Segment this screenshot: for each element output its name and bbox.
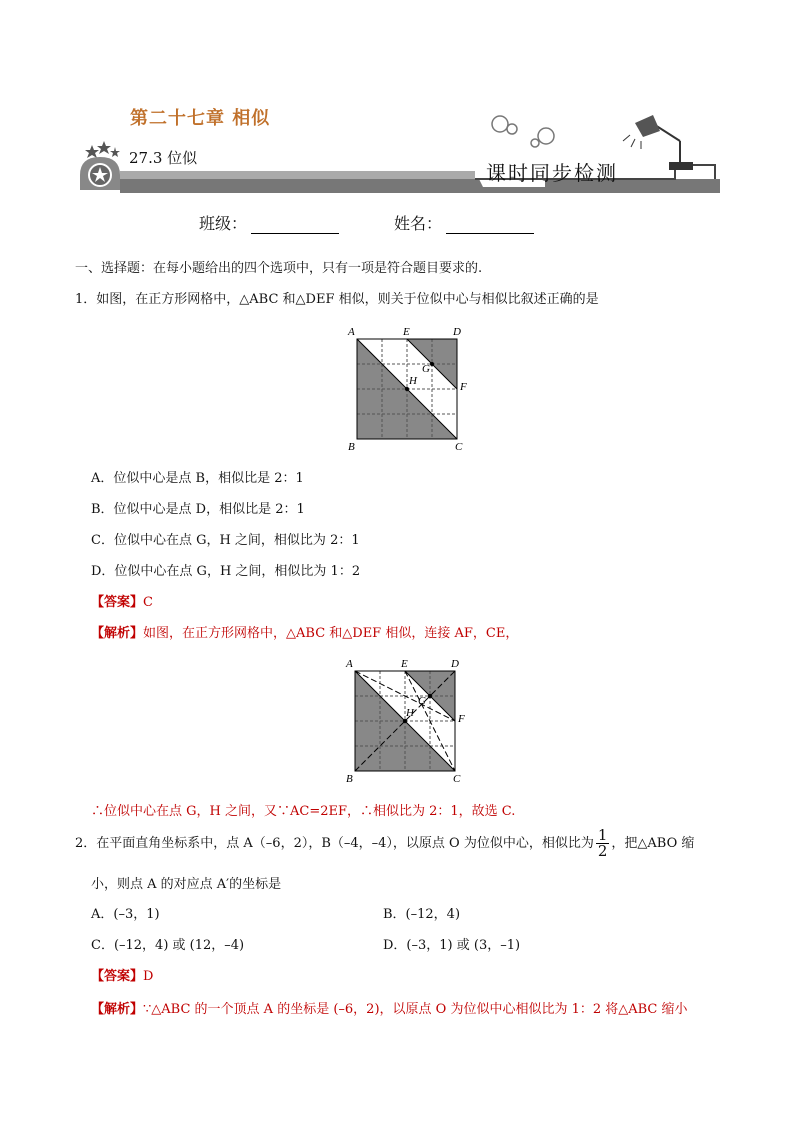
q1-option-a: A．位似中心是点 B，相似比是 2：1 [91, 471, 304, 486]
q2-analysis [91, 998, 688, 1017]
label-g: G [418, 695, 426, 707]
q2-stem [75, 828, 694, 859]
q1-conclusion: ∴位似中心在点 G，H 之间，又∵AC=2EF，∴相似比为 2：1，故选 C. [91, 804, 516, 819]
answer-value: D [143, 969, 154, 984]
answer-value: C [143, 595, 153, 610]
q2-option-a: A．(–3，1) [91, 907, 160, 922]
q1-analysis [91, 622, 518, 641]
q2-option-d: D．(–3，1) 或 (3，–1) [383, 938, 521, 953]
q2-stem-part2: ，把△ABO 缩 [611, 836, 695, 851]
q2-option-b: B．(–12，4) [383, 907, 461, 922]
bubble-icon [492, 116, 554, 147]
label-c: C [455, 441, 463, 452]
class-blank[interactable] [251, 219, 339, 234]
section-intro: 一、选择题：在每小题给出的四个选项中，只有一项是符合题目要求的. [75, 261, 483, 276]
q2-stem-line2: 小，则点 A 的对应点 A′的坐标是 [91, 877, 282, 892]
section-title: 27.3 位似 [129, 149, 198, 167]
badge-icon [80, 157, 120, 190]
q2-answer [91, 965, 153, 984]
label-f: F [460, 381, 467, 393]
answer-tag: 【答案】 [91, 595, 144, 610]
class-label: 班级： [199, 214, 248, 233]
q1-option-c: C．位似中心在点 G，H 之间，相似比为 2：1 [91, 533, 360, 548]
q2-option-c: C．(–12，4) 或 (12，–4) [91, 938, 245, 953]
analysis-tag: 【解析】 [91, 626, 144, 641]
label-h: H [409, 375, 417, 387]
label-e: E [401, 658, 408, 670]
fraction-denominator: 2 [597, 842, 608, 860]
label-a: A [346, 658, 353, 670]
analysis-text: 如图，在正方形网格中，△ABC 和△DEF 相似，连接 AF，CE， [143, 626, 519, 641]
q1-stem: 1．如图，在正方形网格中，△ABC 和△DEF 相似，则关于位似中心与相似比叙述正确的是 [75, 292, 599, 307]
name-blank[interactable] [446, 219, 534, 234]
fraction [596, 828, 610, 859]
q1-answer [91, 591, 153, 610]
q1-option-b: B．位似中心是点 D，相似比是 2：1 [91, 502, 305, 517]
q2-stem-part1: 2．在平面直角坐标系中，点 A（–6，2），B（–4，–4），以原点 O 为位似中心，相似比为 [75, 836, 594, 851]
answer-tag: 【答案】 [91, 969, 144, 984]
chapter-title: 第二十七章 相似 [130, 108, 271, 129]
label-d: D [451, 658, 459, 670]
q1-option-d: D．位似中心在点 G，H 之间，相似比为 1：2 [91, 564, 361, 579]
name-label: 姓名： [394, 214, 443, 233]
label-b: B [346, 773, 353, 784]
label-a: A [348, 326, 355, 338]
star-icon [85, 141, 120, 158]
banner-title: 课时同步检测 [486, 161, 618, 185]
q1-figure [345, 322, 470, 452]
q1-analysis-figure [343, 654, 470, 784]
name-field [394, 211, 534, 234]
label-b: B [348, 441, 355, 452]
label-f: F [458, 713, 465, 725]
analysis-tag: 【解析】 [91, 1002, 144, 1017]
fraction-numerator: 1 [597, 826, 608, 844]
label-h: H [406, 707, 414, 719]
analysis-text: ∵△ABC 的一个顶点 A 的坐标是 (–6，2)，以原点 O 为位似中心相似比为 1：2 将△ABC 缩小 [143, 1002, 688, 1017]
class-field [199, 211, 339, 234]
label-e: E [403, 326, 410, 338]
label-d: D [453, 326, 461, 338]
label-g: G [422, 363, 430, 375]
label-c: C [453, 773, 461, 784]
